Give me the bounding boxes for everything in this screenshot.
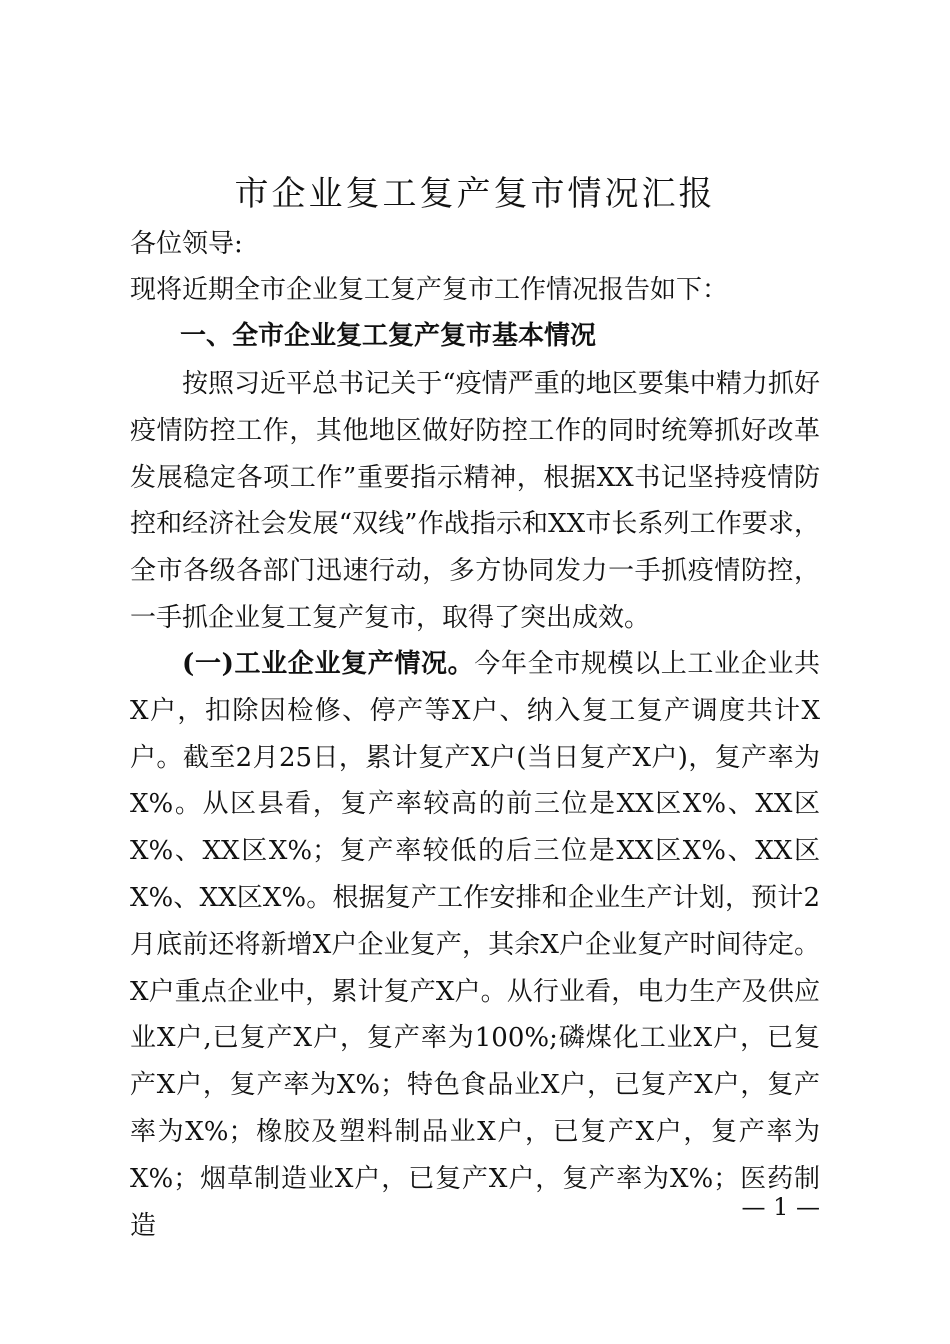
paragraph-2-body: 今年全市规模以上工业企业共X户，扣除因检修、停产等X户、纳入复工复产调度共计X户。截至2月25日，累计复产X户(当日复产X户)，复产率为X%。从区县看，复产率较高的前三位是XX区X%、XX区X%、XX区X%；复产率较低的后三位是XX区X%、XX区X%、XX区X%。根据复产工作安排和企业生产计划，预计2月底前还将新增X户企业复产，其余X户企业复产时间待定。X户重点企业中，累计复产X户。从行业看，电力生产及供应业X户,已复产X户，复产率为100%;磷煤化工业X户，已复产X户，复产率为X%；特色食品业X户，已复产X户，复产率为X%；橡胶及塑料制品业X户，已复产X户，复产率为X%；烟草制造业X户，已复产X户，复产率为X%；医药制造 (130, 649, 820, 1241)
section-heading: 一、全市企业复工复产复市基本情况 (180, 321, 597, 351)
paragraph-2-lead: (一)工业企业复产情况。 (182, 649, 475, 679)
paragraph-1: 按照习近平总书记关于“疫情严重的地区要集中精力抓好疫情防控工作，其他地区做好防控工作的同时统筹抓好改革发展稳定各项工作”重要指示精神，根据XX书记坚持疫情防控和经济社会发展“双线”作战指示和XX市长系列工作要求，全市各级各部门迅速行动，多方协同发力一手抓疫情防控，一手抓企业复工复产复市，取得了突出成效。 (130, 369, 820, 633)
document-title: 市企业复工复产复市情况汇报 (234, 174, 716, 214)
paragraph-2 (130, 641, 820, 1249)
intro-line: 现将近期全市企业复工复产复市工作情况报告如下： (130, 275, 729, 305)
page-number: — 1 — (741, 1193, 820, 1221)
salutation: 各位领导: (130, 229, 243, 259)
